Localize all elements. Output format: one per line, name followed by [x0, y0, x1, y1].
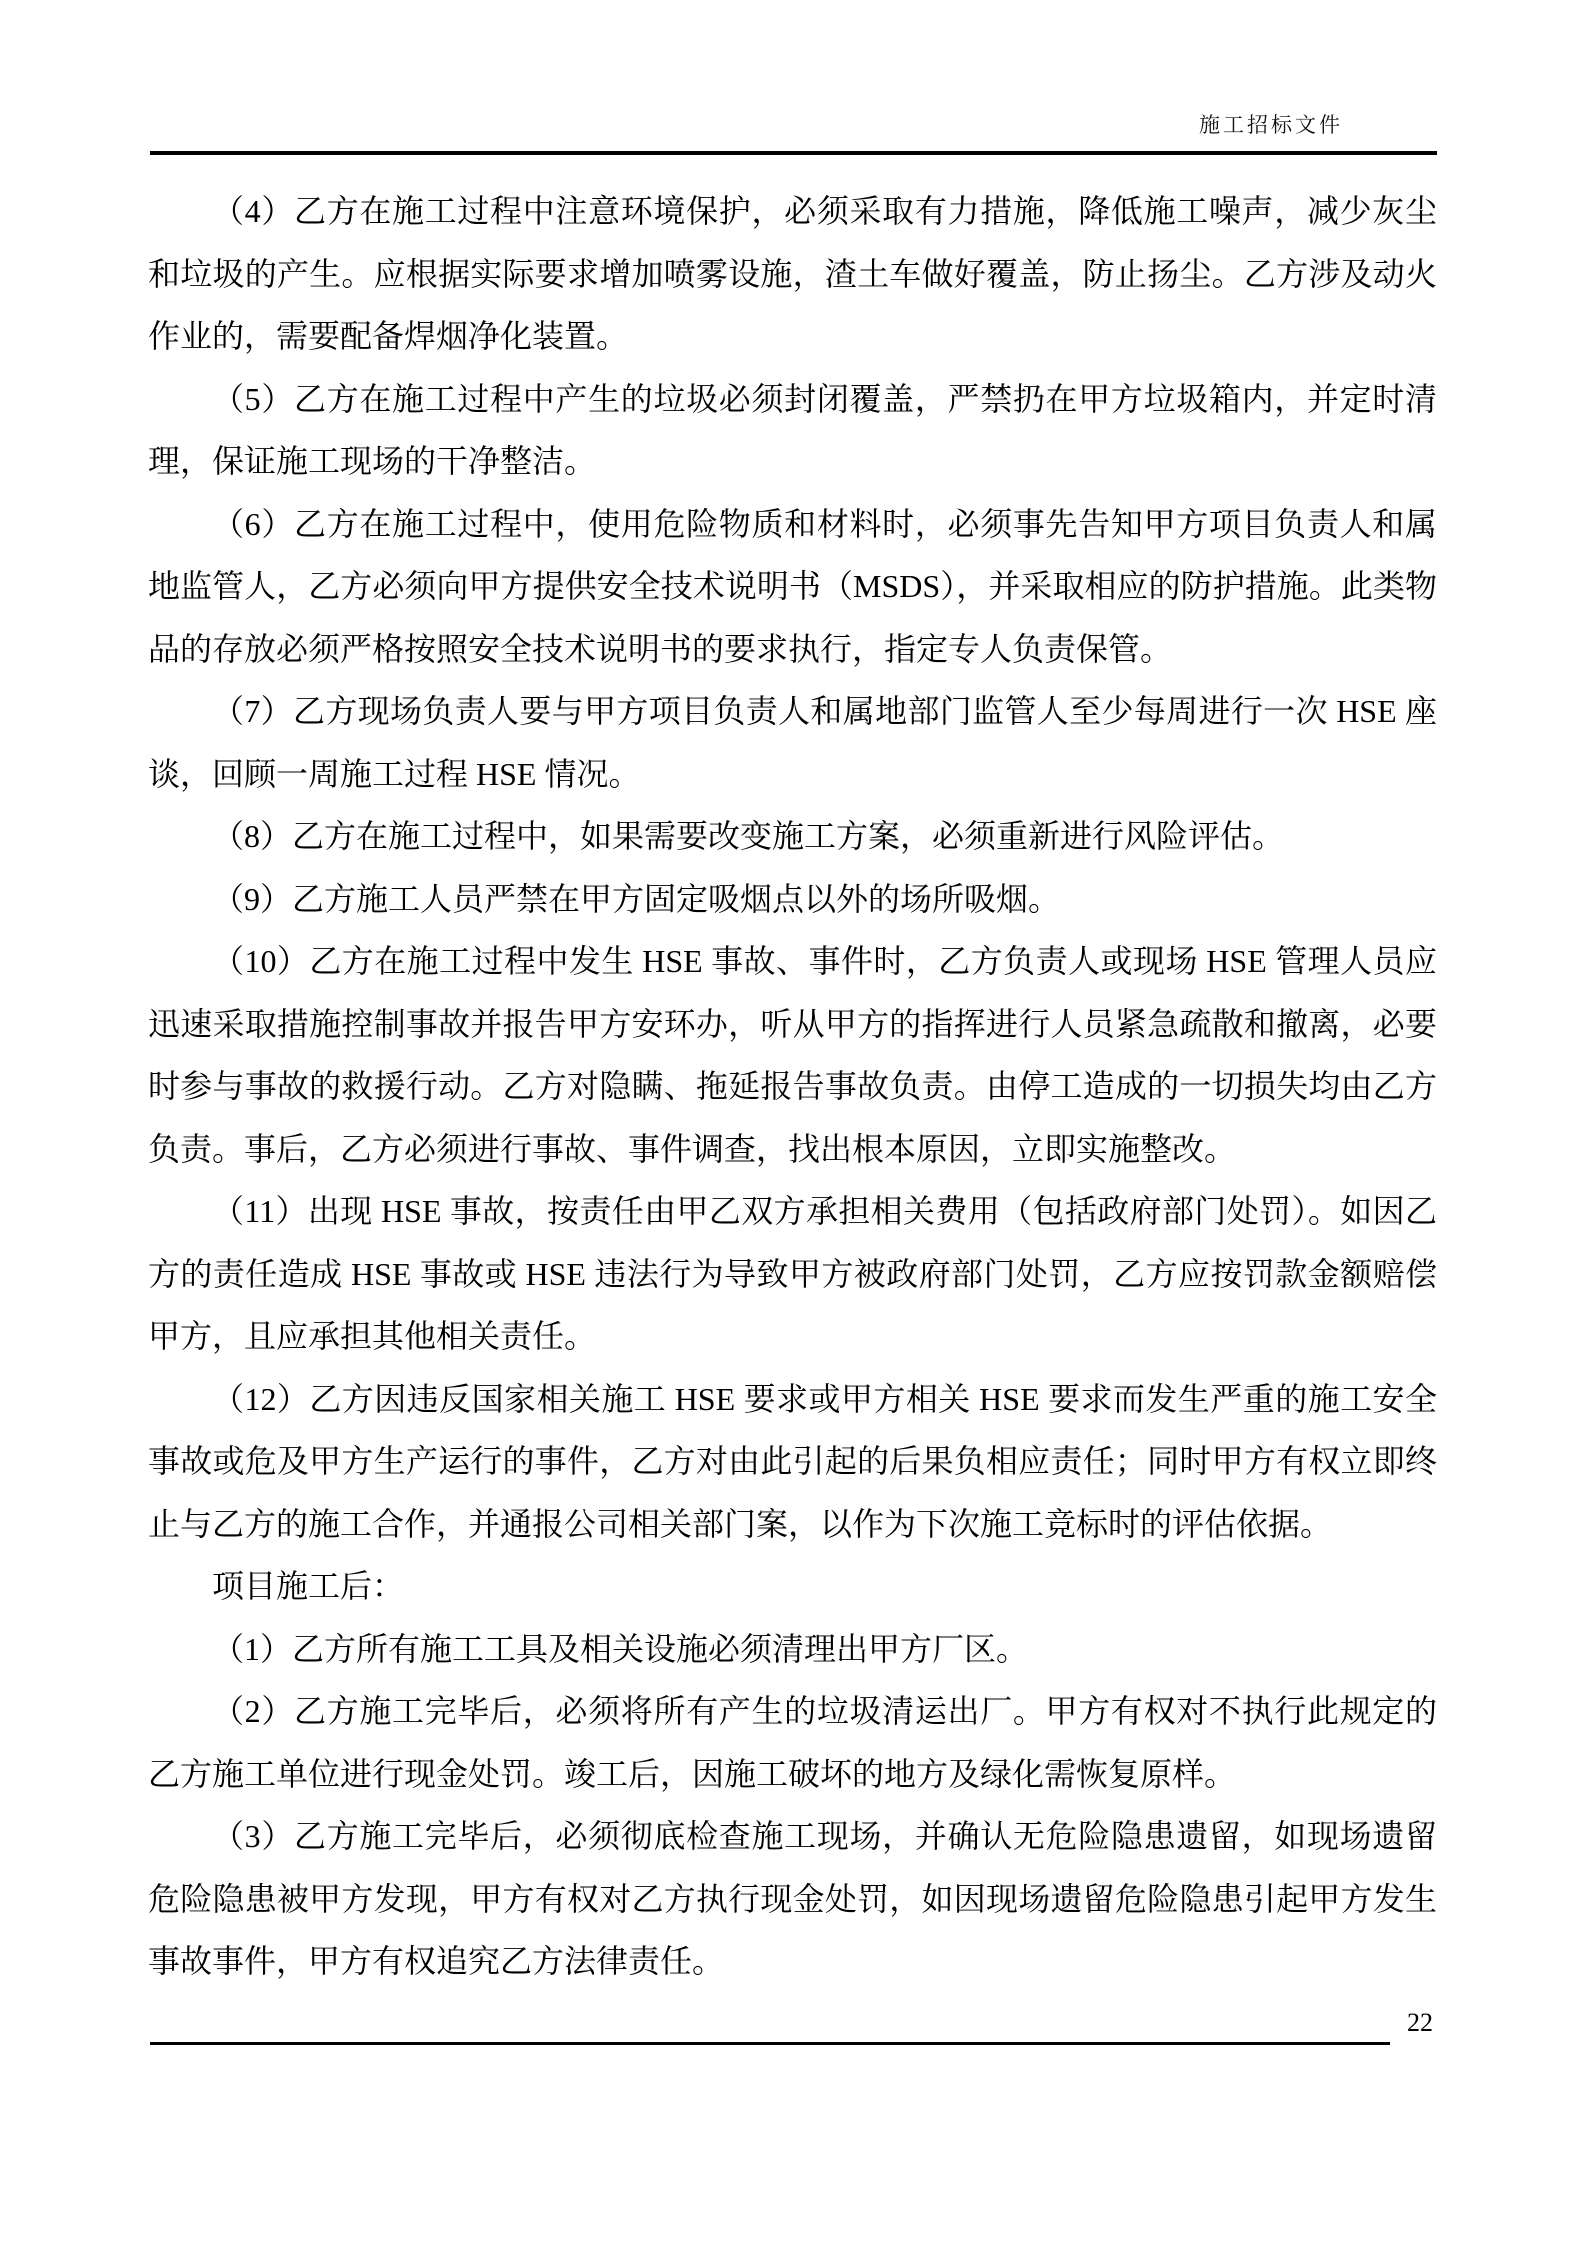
paragraph: （10）乙方在施工过程中发生 HSE 事故、事件时，乙方负责人或现场 HSE 管理人员应迅速采取措施控制事故并报告甲方安环办，听从甲方的指挥进行人员紧急疏散和撤离，必要时参与事故的救援行动。乙方对隐瞒、拖延报告事故负责。由停工造成的一切损失均由乙方负责。事后，乙方必须进行事故、事件调查，找出根本原因，立即实施整改。 [148, 943, 1437, 1167]
paragraph: （1）乙方所有施工工具及相关设施必须清理出甲方厂区。 [212, 1630, 1029, 1667]
footer-rule [150, 2042, 1390, 2045]
paragraph: （2）乙方施工完毕后，必须将所有产生的垃圾清运出厂。甲方有权对不执行此规定的乙方施工单位进行现金处罚。竣工后，因施工破坏的地方及绿化需恢复原样。 [148, 1693, 1437, 1792]
document-body [148, 180, 1437, 1993]
paragraph: （9）乙方施工人员严禁在甲方固定吸烟点以外的场所吸烟。 [212, 880, 1061, 917]
paragraph: （11）出现 HSE 事故，按责任由甲乙双方承担相关费用（包括政府部门处罚）。如因乙方的责任造成 HSE 事故或 HSE 违法行为导致甲方被政府部门处罚，乙方应按罚款金额赔偿甲方，且应承担其他相关责任。 [148, 1193, 1437, 1354]
paragraph: （12）乙方因违反国家相关施工 HSE 要求或甲方相关 HSE 要求而发生严重的施工安全事故或危及甲方生产运行的事件，乙方对由此引起的后果负相应责任；同时甲方有权立即终止与乙方的施工合作，并通报公司相关部门案，以作为下次施工竞标时的评估依据。 [148, 1380, 1437, 1542]
paragraph: 项目施工后： [212, 1568, 405, 1604]
paragraph: （3）乙方施工完毕后，必须彻底检查施工现场，并确认无危险隐患遗留，如现场遗留危险隐患被甲方发现，甲方有权对乙方执行现金处罚，如因现场遗留危险隐患引起甲方发生事故事件，甲方有权追究乙方法律责任。 [148, 1818, 1437, 1979]
header-title: 施工招标文件 [1199, 113, 1343, 137]
paragraph: （4）乙方在施工过程中注意环境保护，必须采取有力措施，降低施工噪声，减少灰尘和垃圾的产生。应根据实际要求增加喷雾设施，渣土车做好覆盖，防止扬尘。乙方涉及动火作业的，需要配备焊烟净化装置。 [148, 193, 1437, 354]
paragraph: （8）乙方在施工过程中，如果需要改变施工方案，必须重新进行风险评估。 [212, 818, 1285, 854]
paragraph: （6）乙方在施工过程中，使用危险物质和材料时，必须事先告知甲方项目负责人和属地监管人，乙方必须向甲方提供安全技术说明书（MSDS），并采取相应的防护措施。此类物品的存放必须严格按照安全技术说明书的要求执行，指定专人负责保管。 [148, 505, 1437, 667]
paragraph: （5）乙方在施工过程中产生的垃圾必须封闭覆盖，严禁扔在甲方垃圾箱内，并定时清理，保证施工现场的干净整洁。 [148, 380, 1437, 479]
page-number: 22 [1407, 2008, 1433, 2037]
header-rule [150, 151, 1437, 155]
paragraph: （7）乙方现场负责人要与甲方项目负责人和属地部门监管人至少每周进行一次 HSE 座谈，回顾一周施工过程 HSE 情况。 [148, 693, 1437, 792]
